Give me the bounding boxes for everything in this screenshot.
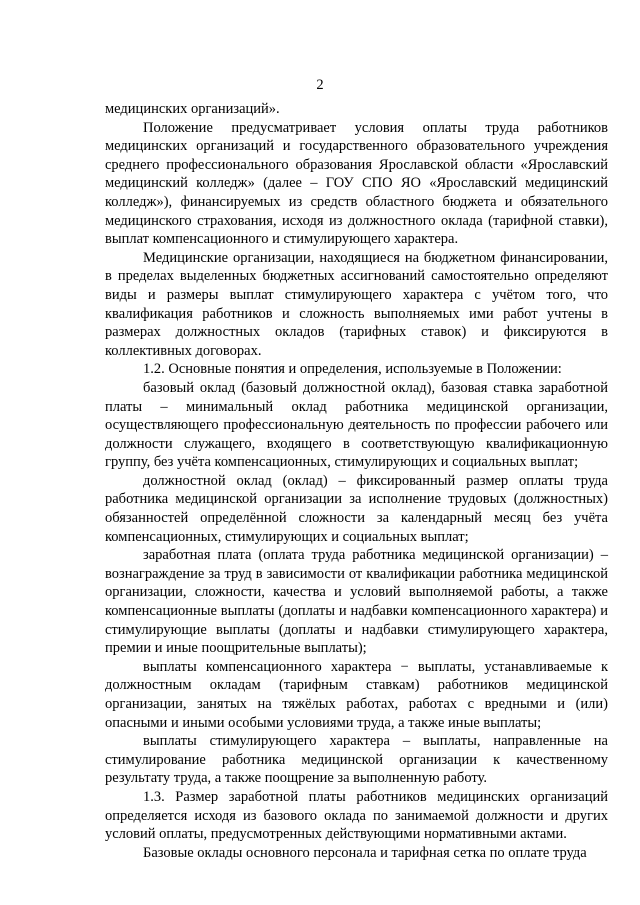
- paragraph-base-salaries: Базовые оклады основного персонала и тарифная сетка по оплате труда: [143, 844, 587, 861]
- definition-base-salary: базовый оклад (базовый должностной оклад), базовая ставка заработной платы – минимальный оклад работника медицинской организации, осуществляющего профессиональную деятельность по профессии рабочего или должности служащего, входящего в соответствующую квалификационную группу, без учёта компенсационных, стимулирующих и социальных выплат;: [105, 379, 608, 471]
- paragraph-budget-organizations: Медицинские организации, находящиеся на бюджетном финансировании, в пределах выделенных бюджетных ассигнований самостоятельно определяют виды и размеры выплат стимулирующего характера с учётом того, что квалификация работников и сложность выполняемых ими работ учтены в размерах должностных окладов (тарифных ставок) и фиксируются в коллективных договорах.: [105, 249, 608, 359]
- definition-compensation-payments: выплаты компенсационного характера − выплаты, устанавливаемые к должностным окладам (тарифным ставкам) работников медицинской организации, занятых на тяжёлых работах, работах с вредными и (или) опасными и иными особыми условиями труда, а также иные выплаты;: [105, 658, 608, 731]
- section-heading-1-2: 1.2. Основные понятия и определения, используемые в Положении:: [143, 361, 562, 378]
- section-1-3-paragraph: 1.3. Размер заработной платы работников медицинских организаций определяется исходя из базового оклада по занимаемой должности и других условий оплаты, предусмотренных действующими нормативными актами.: [105, 788, 608, 843]
- document-body: [105, 100, 608, 862]
- paragraph-regulation-conditions: Положение предусматривает условия оплаты труда работников медицинских организаций и государственного образовательного учреждения среднего профессионального образования Ярославской области «Ярославский медицинский колледж» (далее – ГОУ СПО ЯО «Ярославский медицинский колледж»), финансируемых из средств областного бюджета и обязательного медицинского страхования, исходя из должностного оклада (тарифной ставки), выплат компенсационного и стимулирующего характера.: [105, 119, 608, 248]
- paragraph-continuation: медицинских организаций».: [105, 101, 280, 117]
- definition-official-salary: должностной оклад (оклад) – фиксированный размер оплаты труда работника медицинской организации за исполнение трудовых (должностных) обязанностей определённой сложности за календарный месяц без учёта компенсационных, стимулирующих и социальных выплат;: [105, 472, 608, 545]
- definition-wages: заработная плата (оплата труда работника медицинской организации) – вознаграждение за труд в зависимости от квалификации работника медицинской организации, сложности, качества и условий выполняемой работы, а также компенсационные выплаты (доплаты и надбавки компенсационного характера) и стимулирующие выплаты (доплаты и надбавки стимулирующего характера, премии и иные поощрительные выплаты);: [105, 547, 608, 657]
- definition-incentive-payments: выплаты стимулирующего характера – выплаты, направленные на стимулирование работника медицинской организации к качественному результату труда, а также поощрение за выполненную работу.: [105, 733, 608, 787]
- page-number: 2: [316, 77, 324, 93]
